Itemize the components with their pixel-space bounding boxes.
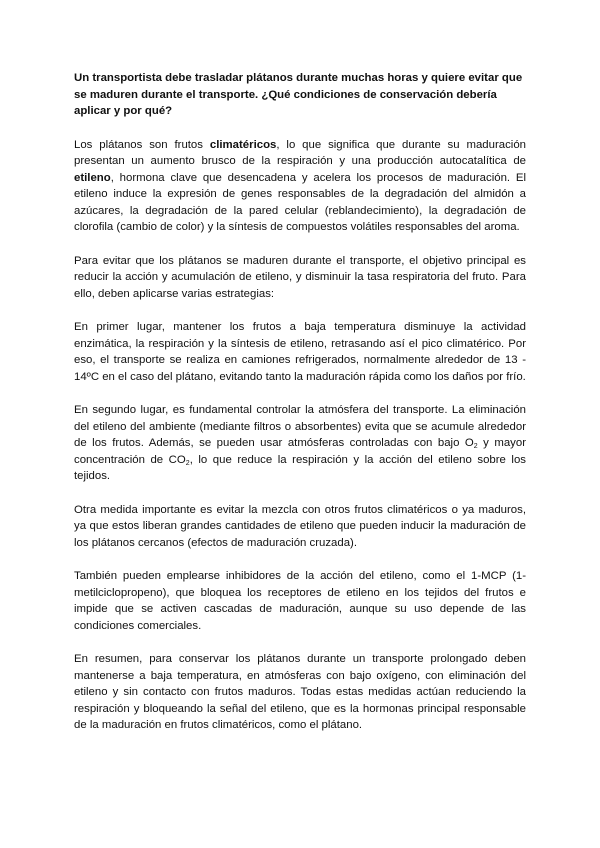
p4-text-c: , lo que reduce la respiración y la acción del etileno sobre los tejidos. [74, 453, 526, 482]
paragraph-objective: Para evitar que los plátanos se maduren durante el transporte, el objetivo principal es reducir la acción y acumulación de etileno, y disminuir la tasa respiratoria del fruto. Para ello, deben aplicarse varias estrategias: [74, 254, 526, 300]
term-etileno: etileno [74, 171, 111, 184]
paragraph-summary: En resumen, para conservar los plátanos durante un transporte prolongado deben mantenerse a baja temperatura, en atmósferas con bajo oxígeno, con eliminación del etileno y sin contacto con frutos maduros. Todas estas medidas actúan reduciendo la respiración y bloqueando la señal del etileno, que es la hormonas principal responsable de la maduración en frutos climatéricos, como el plátano. [74, 653, 526, 731]
document-body [74, 70, 526, 751]
p4-text-a: En segundo lugar, es fundamental controlar la atmósfera del transporte. La eliminación del etileno del ambiente (mediante filtros o absorbentes) evita que se acumule alrededor de los frutos. Además, se pueden usar atmósferas controladas con bajo O [74, 404, 526, 449]
paragraph-temperature: En primer lugar, mantener los frutos a baja temperatura disminuye la actividad enzimática, la respiración y la síntesis de etileno, retrasando así el pico climatérico. Por eso, el transporte se realiza en camiones refrigerados, normalmente alrededor de 13 - 14ºC en el caso del plátano, evitando tanto la maduración rápida como los daños por frío. [74, 321, 526, 383]
p1-text-e: , hormona clave que desencadena y acelera los procesos de maduración. El etileno induce la expresión de genes responsables de la degradación del almidón a azúcares, la degradación de la pared celular (reblandecimiento), la degradación de clorofila (cambio de color) y la síntesis de compuestos volátiles responsables del aroma. [74, 171, 526, 233]
paragraph-inhibitors: También pueden emplearse inhibidores de la acción del etileno, como el 1-MCP (1-metilciclopropeno), que bloquea los receptores de etileno en los tejidos del frutos e impide que se activen cascadas de maduración, aunque su uso depende de las condiciones comerciales. [74, 570, 526, 632]
p4-subscript-o2: 2 [473, 443, 478, 450]
question-heading: Un transportista debe trasladar plátanos durante muchas horas y quiere evitar que se maduren durante el transporte. ¿Qué condiciones de conservación debería aplicar y por qué? [74, 72, 523, 117]
paragraph-avoid-mixing: Otra medida importante es evitar la mezcla con otros frutos climatéricos o ya maduros, ya que estos liberan grandes cantidades de etileno que pueden inducir la maduración de los plátanos cercanos (efectos de maduración cruzada). [74, 503, 526, 549]
p4-text-b: y mayor concentración de CO [74, 437, 526, 466]
p1-text-a: Los plátanos son frutos [74, 138, 210, 151]
term-climatericos: climatéricos [209, 138, 277, 151]
paragraph-climateric-intro [74, 137, 526, 236]
paragraph-atmosphere [74, 402, 526, 485]
p1-text-c: , lo que significa que durante su maduración presentan un aumento brusco de la respiración y una producción autocatalítica de [74, 138, 526, 167]
p4-subscript-co2: 2 [185, 459, 190, 467]
